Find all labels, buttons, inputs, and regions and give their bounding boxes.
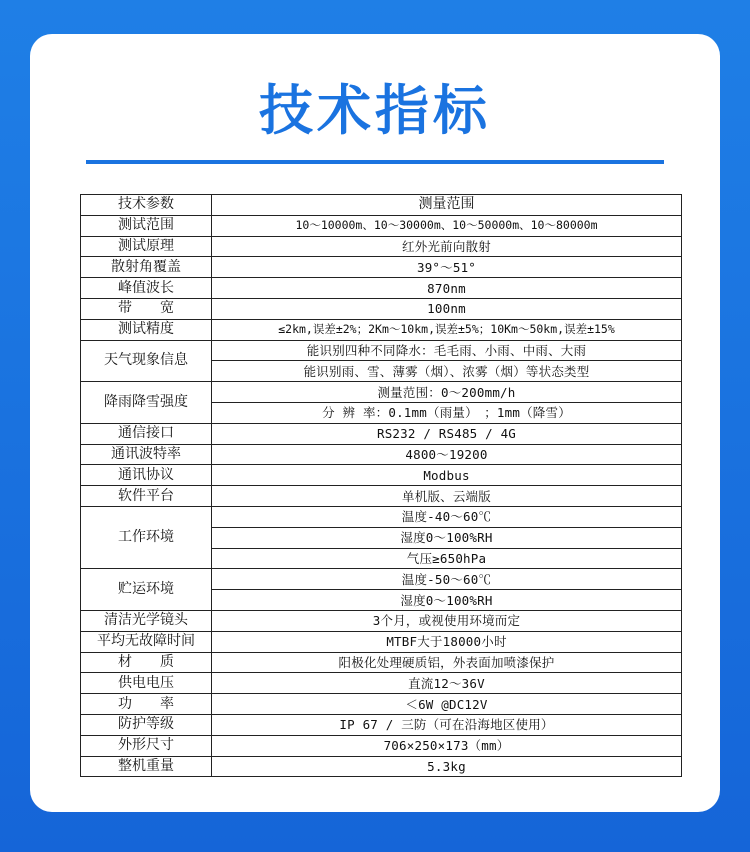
header-range: 测量范围 — [212, 195, 682, 216]
table-header-row — [81, 195, 682, 216]
row-label: 测试范围 — [81, 215, 212, 236]
row-label: 带 宽 — [81, 298, 212, 319]
row-label: 功 率 — [81, 694, 212, 715]
row-value: RS232 / RS485 / 4G — [212, 423, 682, 444]
table-row — [81, 215, 682, 236]
page-title: 技术指标 — [259, 79, 491, 142]
row-value: 红外光前向散射 — [212, 236, 682, 257]
table-row — [81, 340, 682, 361]
row-value: 870nm — [212, 278, 682, 299]
table-row — [81, 756, 682, 777]
row-value: 4800～19200 — [212, 444, 682, 465]
row-value: 湿度0～100%RH — [212, 527, 682, 548]
row-value: 阳极化处理硬质铝，外表面加喷漆保护 — [212, 652, 682, 673]
row-label: 外形尺寸 — [81, 735, 212, 756]
table-row — [81, 673, 682, 694]
table-row — [81, 631, 682, 652]
row-label: 贮运环境 — [81, 569, 212, 611]
row-value: 直流12～36V — [212, 673, 682, 694]
row-value: 706×250×173（mm） — [212, 735, 682, 756]
row-value: 39°～51° — [212, 257, 682, 278]
table-row — [81, 465, 682, 486]
row-value: 能识别四种不同降水：毛毛雨、小雨、中雨、大雨 — [212, 340, 682, 361]
row-value: 单机版、云端版 — [212, 486, 682, 507]
table-row — [81, 735, 682, 756]
row-label: 供电电压 — [81, 673, 212, 694]
row-value: IP 67 / 三防（可在沿海地区使用） — [212, 714, 682, 735]
row-value: ≤2km,误差±2%；2Km～10km,误差±5%；10Km～50km,误差±15% — [212, 319, 682, 340]
row-label: 峰值波长 — [81, 278, 212, 299]
table-row — [81, 257, 682, 278]
table-row — [81, 610, 682, 631]
row-label: 平均无故障时间 — [81, 631, 212, 652]
row-label: 降雨降雪强度 — [81, 382, 212, 424]
row-label: 清洁光学镜头 — [81, 610, 212, 631]
table-row — [81, 444, 682, 465]
table-row — [81, 236, 682, 257]
table-row — [81, 486, 682, 507]
table-row — [81, 298, 682, 319]
row-value: 10～10000m、10～30000m、10～50000m、10～80000m — [212, 215, 682, 236]
row-label: 测试精度 — [81, 319, 212, 340]
row-value: 3个月，或视使用环境而定 — [212, 610, 682, 631]
row-value: 温度-40～60℃ — [212, 506, 682, 527]
row-label: 天气现象信息 — [81, 340, 212, 382]
row-value: 5.3kg — [212, 756, 682, 777]
row-label: 材 质 — [81, 652, 212, 673]
table-row — [81, 319, 682, 340]
row-value: 能识别雨、雪、薄雾（烟）、浓雾（烟）等状态类型 — [212, 361, 682, 382]
row-label: 防护等级 — [81, 714, 212, 735]
row-value: ＜6W @DC12V — [212, 694, 682, 715]
row-label: 工作环境 — [81, 506, 212, 568]
row-value: Modbus — [212, 465, 682, 486]
row-value: 温度-50～60℃ — [212, 569, 682, 590]
row-value: 100nm — [212, 298, 682, 319]
row-label: 整机重量 — [81, 756, 212, 777]
table-row — [81, 278, 682, 299]
row-label: 散射角覆盖 — [81, 257, 212, 278]
table-row — [81, 506, 682, 527]
title-underline — [86, 160, 664, 164]
table-row — [81, 714, 682, 735]
row-value: 湿度0～100%RH — [212, 590, 682, 611]
spec-table — [80, 194, 682, 777]
row-label: 通讯波特率 — [81, 444, 212, 465]
table-row — [81, 652, 682, 673]
table-row — [81, 569, 682, 590]
table-row — [81, 423, 682, 444]
header-param: 技术参数 — [81, 195, 212, 216]
row-value: 气压≥650hPa — [212, 548, 682, 569]
row-label: 软件平台 — [81, 486, 212, 507]
table-row — [81, 694, 682, 715]
row-label: 通信接口 — [81, 423, 212, 444]
row-value: 测量范围：0～200mm/h — [212, 382, 682, 403]
row-label: 测试原理 — [81, 236, 212, 257]
row-value: 分 辨 率：0.1mm（雨量） ；1mm（降雪） — [212, 402, 682, 423]
table-row — [81, 382, 682, 403]
row-label: 通讯协议 — [81, 465, 212, 486]
row-value: MTBF大于18000小时 — [212, 631, 682, 652]
